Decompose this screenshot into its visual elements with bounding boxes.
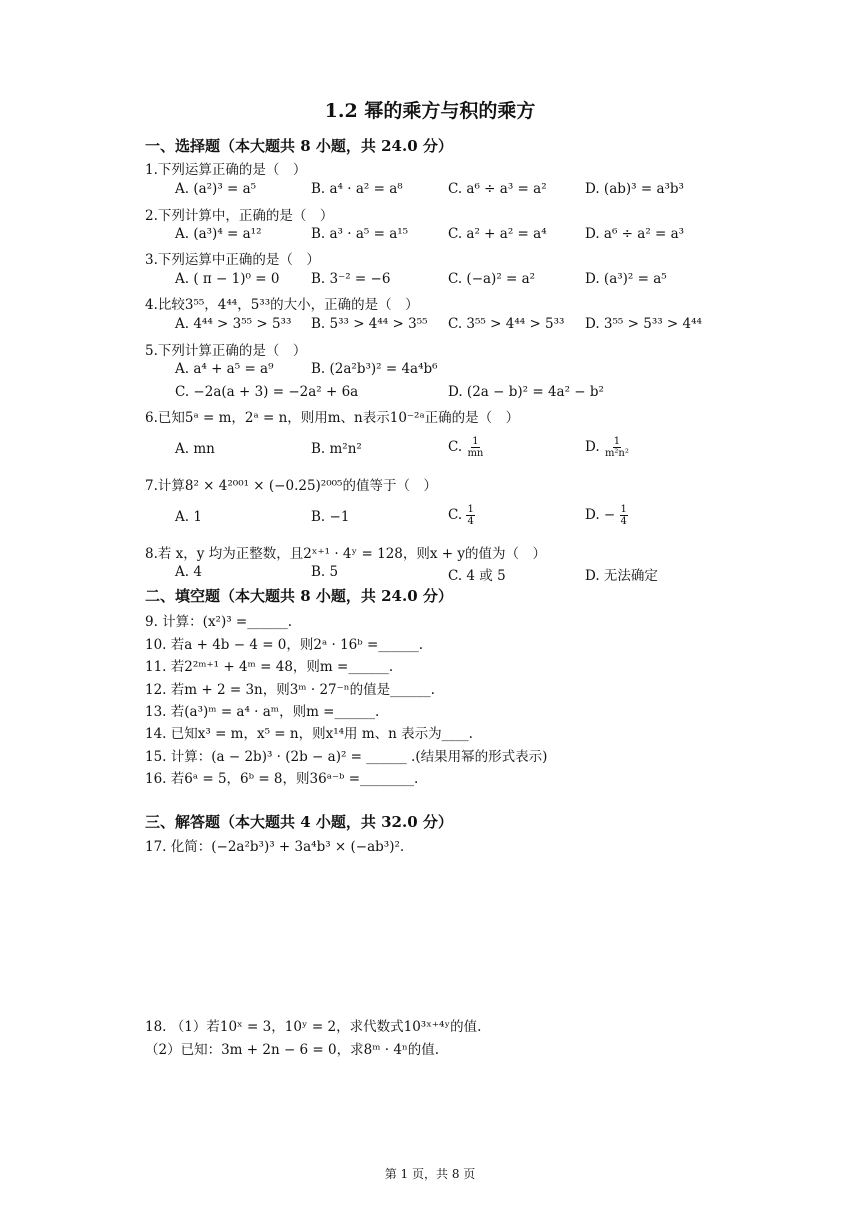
question-3-option-c: C. (−a)² = a² <box>448 271 536 287</box>
question-8-stem: 8.若 x，y 均为正整数，且2ˣ⁺¹ · 4ʸ = 128，则x + y的值为（ ） <box>145 546 547 562</box>
question-5-stem: 5.下列计算正确的是（ ） <box>145 343 307 359</box>
question-5-option-a: A. a⁴ + a⁵ = a⁹ <box>175 361 274 377</box>
question-4-option-c: C. 3⁵⁵ > 4⁴⁴ > 5³³ <box>448 316 565 332</box>
question-1-option-c: C. a⁶ ÷ a³ = a² <box>448 181 547 197</box>
question-3-option-a: A. ( π − 1)⁰ = 0 <box>175 271 280 287</box>
page-title: 1.2 幂的乘方与积的乘方 <box>324 100 536 122</box>
page-footer: 第 1 页，共 8 页 <box>384 1167 476 1181</box>
question-18-part-2: （2）已知：3m + 2n − 6 = 0，求8ᵐ · 4ⁿ的值. <box>145 1042 440 1058</box>
question-6-option-c <box>448 436 484 459</box>
section-heading-answer: 三、解答题（本大题共 4 小题，共 32.0 分） <box>145 813 453 831</box>
question-8-option-b: B. 5 <box>311 564 339 580</box>
question-3-option-b: B. 3⁻² = −6 <box>311 271 391 287</box>
question-4-option-a: A. 4⁴⁴ > 3⁵⁵ > 5³³ <box>175 316 292 332</box>
question-9: 9. 计算：(x²)³ =______. <box>145 614 293 630</box>
question-8-option-d: D. 无法确定 <box>585 568 658 584</box>
question-4-option-b: B. 5³³ > 4⁴⁴ > 3⁵⁵ <box>311 316 428 332</box>
question-7-option-b: B. −1 <box>311 509 350 525</box>
question-2-option-d: D. a⁶ ÷ a² = a³ <box>585 226 685 242</box>
question-13: 13. 若(a³)ᵐ = a⁴ · aᵐ，则m =______. <box>145 704 380 720</box>
question-6-option-d <box>585 436 630 459</box>
question-5-option-d: D. (2a − b)² = 4a² − b² <box>448 384 604 400</box>
question-2-stem: 2.下列计算中，正确的是（ ） <box>145 208 334 224</box>
option-label: D. − <box>585 507 616 523</box>
option-label: C. <box>448 507 463 523</box>
question-16: 16. 若6ᵃ = 5，6ᵇ = 8，则36ᵃ⁻ᵇ =________. <box>145 771 419 787</box>
fraction-numerator: 1 <box>620 504 627 515</box>
question-3-option-d: D. (a³)² = a⁵ <box>585 271 667 287</box>
question-7-option-c <box>448 504 475 527</box>
question-10: 10. 若a + 4b − 4 = 0，则2ᵃ · 16ᵇ =______. <box>145 637 424 653</box>
question-12: 12. 若m + 2 = 3n，则3ᵐ · 27⁻ⁿ的值是______. <box>145 682 435 698</box>
question-1-option-b: B. a⁴ · a² = a⁸ <box>311 181 403 197</box>
question-1-stem: 1.下列运算正确的是（ ） <box>145 162 307 178</box>
question-6-stem: 6.已知5ᵃ = m，2ᵃ = n，则用m、n表示10⁻²ᵃ正确的是（ ） <box>145 410 520 426</box>
question-17: 17. 化简：(−2a²b³)³ + 3a⁴b³ × (−ab³)². <box>145 839 405 855</box>
question-8-option-a: A. 4 <box>175 564 202 580</box>
question-4-option-d: D. 3⁵⁵ > 5³³ > 4⁴⁴ <box>585 316 702 332</box>
fraction-denominator: m²n² <box>604 448 629 459</box>
section-heading-choice: 一、选择题（本大题共 8 小题，共 24.0 分） <box>145 137 453 155</box>
question-11: 11. 若2²ᵐ⁺¹ + 4ᵐ = 48，则m =______. <box>145 659 394 675</box>
question-18-part-1: 18. （1）若10ˣ = 3，10ʸ = 2，求代数式10³ˣ⁺⁴ʸ的值. <box>145 1019 482 1035</box>
fraction-numerator: 1 <box>613 436 621 447</box>
fraction-denominator: 4 <box>467 516 474 527</box>
question-1-option-a: A. (a²)³ = a⁵ <box>175 181 257 197</box>
option-label: C. <box>448 439 463 455</box>
fraction <box>604 436 630 459</box>
question-8-option-c: C. 4 或 5 <box>448 568 506 584</box>
question-2-option-c: C. a² + a² = a⁴ <box>448 226 547 242</box>
question-7-stem: 7.计算8² × 4²⁰⁰¹ × (−0.25)²⁰⁰⁵的值等于（ ） <box>145 478 437 494</box>
question-7-option-a: A. 1 <box>175 509 202 525</box>
question-14: 14. 已知x³ = m，x⁵ = n，则x¹⁴用 m、n 表示为____. <box>145 726 473 742</box>
question-5-option-b: B. (2a²b³)² = 4a⁴b⁶ <box>311 361 438 377</box>
section-heading-fill-blank: 二、填空题（本大题共 8 小题，共 24.0 分） <box>145 587 453 605</box>
fraction-denominator: 4 <box>620 516 627 527</box>
question-15: 15. 计算：(a − 2b)³ · (2b − a)² = ______ .(结果用幂的形式表示) <box>145 749 548 765</box>
question-6-option-b: B. m²n² <box>311 441 362 457</box>
question-5-option-c: C. −2a(a + 3) = −2a² + 6a <box>175 384 359 400</box>
fraction <box>466 504 474 527</box>
option-label: D. <box>585 439 600 455</box>
question-2-option-a: A. (a³)⁴ = a¹² <box>175 226 262 242</box>
fraction <box>466 436 484 459</box>
question-3-stem: 3.下列运算中正确的是（ ） <box>145 252 320 268</box>
fraction-denominator: mn <box>467 448 484 459</box>
question-7-option-d <box>585 504 628 527</box>
fraction <box>620 504 628 527</box>
question-6-option-a: A. mn <box>175 441 215 457</box>
question-4-stem: 4.比较3⁵⁵，4⁴⁴，5³³的大小，正确的是（ ） <box>145 297 419 313</box>
fraction-numerator: 1 <box>472 436 479 447</box>
fraction-numerator: 1 <box>467 504 474 515</box>
question-1-option-d: D. (ab)³ = a³b³ <box>585 181 684 197</box>
question-2-option-b: B. a³ · a⁵ = a¹⁵ <box>311 226 409 242</box>
